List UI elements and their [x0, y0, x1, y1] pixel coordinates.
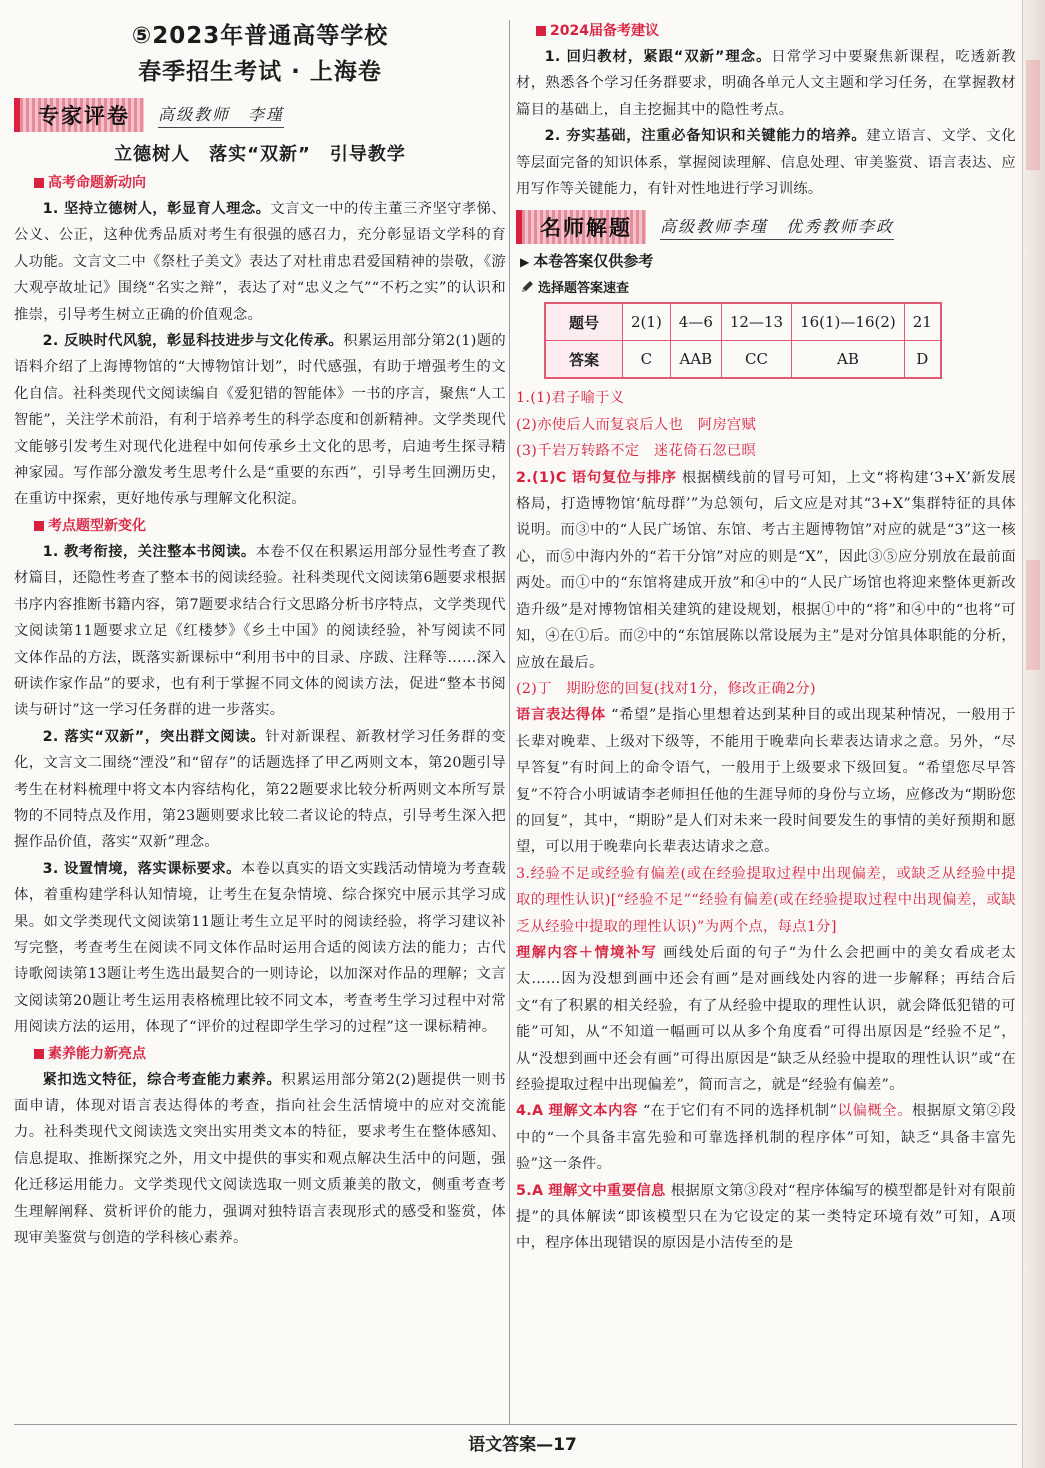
answer-error-type: 以偏概全。 — [837, 1103, 913, 1120]
answer-q4 — [516, 1098, 1016, 1177]
paper-title-line2: 春季招生考试 · 上海卷 — [138, 59, 382, 85]
paragraph — [14, 328, 506, 513]
paper-title-line1: ⑤2023年普通高等学校 — [131, 23, 389, 49]
paragraph-lead: 1. 回归教材，紧跟“双新”理念。 — [544, 49, 772, 65]
paragraph-lead: 3. 设置情境，落实课标要求。 — [42, 860, 241, 877]
answer-number: 4.A — [516, 1103, 544, 1120]
answer-explanation: 根据横线前的冒号可知，上文“将构建‘3+X’新发展格局，打造博物馆‘航母群’”为总领句，后文应是对其“3+X”集群特征的具体说明。而③中的“人民广场馆、东馆、考古主题博物馆”对应的就是“3”这一核心，而⑤中海内外的“若干分馆”对应的则是“X”，因此③⑤应分别放在最前面两处。而①中的“东馆将建成开放”和④中的“人民广场馆也将迎来整体更新改造升级”是对博物馆相关建筑的建设规划，根据①中的“将”和④中的“也将”可知，④在①后。而②中的“东馆展陈以常设展为主”是对分馆具体职能的分析，应放在最后。 — [516, 469, 1016, 671]
table-cell: 16(1)—16(2) — [792, 303, 905, 341]
teacher-solution-tag: 名师解题 — [516, 210, 646, 244]
paragraph — [14, 856, 506, 1041]
table-cell: 12—13 — [721, 303, 791, 341]
paragraph-text: 建立语言、文学、文化等层面完备的知识体系，掌握阅读理解、信息处理、审美鉴赏、语言表达、应用写作等关键能力，有针对性地进行学习训练。 — [516, 128, 1016, 198]
answer-q1-2: (2)亦使后人而复哀后人也 阿房宫赋 — [516, 416, 757, 433]
paragraph — [516, 123, 1016, 202]
answer-q3-explanation — [516, 940, 1016, 1098]
table-row — [545, 341, 941, 379]
answer-q3: 3.经验不足或经验有偏差(或在经验提取过程中出现偏差，或缺乏从经验中提取的理性认识)[“经验不足”“经验有偏差(或在经验提取过程中出现偏差，或缺乏从经验中提取的理性认识)”为两个点，每点1分] — [516, 865, 1016, 935]
paragraph-lead: 2. 反映时代风貌，彰显科技进步与文化传承。 — [42, 333, 344, 350]
quick-answer-heading — [520, 277, 1016, 296]
answer-number: 5.A — [516, 1182, 544, 1199]
review-subtitle: 立德树人 落实“双新” 引导教学 — [114, 144, 406, 165]
table-cell: 2(1) — [623, 303, 671, 341]
answer-tag: 语言表达得体 — [516, 707, 606, 724]
paragraph — [14, 724, 506, 856]
answer-tag: 理解内容＋情境补写 — [516, 944, 658, 961]
expert-review-banner — [14, 98, 506, 132]
section-heading-trends: 高考命题新动向 — [34, 172, 506, 194]
paragraph-text: 本卷不仅在积累运用部分显性考查了教材篇目，还隐性考查了整本书的阅读经验。社科类现代文阅读第6题要求根据书序内容推断书籍内容，第7题要求结合行文思路分析书序特点，文学类现代文阅读第11题要求立足《红楼梦》《乡土中国》的阅读经验，补写阅读不同文体作品的方法，既落实新课标中“利用书中的目录、序跋、注释等……深入研读作家作品”的要求，也有利于掌握不同文体的阅读方法，促进“整本书阅读与研讨”这一学习任务群的进一步落实。 — [14, 543, 506, 719]
right-column — [516, 0, 1016, 1257]
table-cell: AAB — [670, 341, 721, 379]
section-heading-highlights: 素养能力新亮点 — [34, 1043, 506, 1065]
section-heading-changes: 考点题型新变化 — [34, 515, 506, 537]
expert-review-tag: 专家评卷 — [14, 98, 144, 132]
table-cell: C — [623, 341, 671, 379]
table-cell: 4—6 — [670, 303, 721, 341]
paragraph-text: 积累运用部分第2(1)题的语料介绍了上海博物馆的“大博物馆计划”，时代感强，有助于增强考生的文化自信。社科类现代文阅读编自《爱犯错的智能体》一书的序言，聚焦“人工智能”，关注学术前沿，有利于培养考生的科学态度和创新精神。文学类现代文能够引发考生对现代化进程中如何传承乡土文化的思考，启迪考生探寻精神家园。写作部分激发考生思考什么是“重要的东西”，引导考生回溯历史，在重访中探索，更好地传承与理解文化积淀。 — [14, 333, 506, 508]
paragraph — [516, 44, 1016, 123]
teacher-solution-author: 高级教师李瑾 优秀教师李政 — [660, 214, 894, 240]
table-row — [545, 303, 941, 341]
teacher-solution-banner — [516, 210, 1016, 244]
page-footer: 语文答案—17 — [0, 1430, 1045, 1455]
table-row-label: 题号 — [545, 303, 623, 341]
table-cell: D — [904, 341, 941, 379]
left-column — [14, 0, 506, 1251]
pencil-icon — [520, 280, 534, 294]
expert-review-author: 高级教师 李瑾 — [158, 102, 284, 128]
paragraph — [14, 1067, 506, 1252]
answer-tag: 理解文中重要信息 — [548, 1182, 666, 1199]
answer-explanation: “希望”是指心里想着达到某种目的或出现某种情况，一般用于长辈对晚辈、上级对下级等，不能用于晚辈向长辈表达请求之意。另外，“尽早答复”有时间上的命令语气，一般用于上级要求下级回复。“希望您尽早答复”不符合小明诚请李老师担任他的生涯导师的身份与立场，应修改为“期盼您的回复”，其中，“期盼”是人们对未来一段时间要发生的事情的美好预期和愿望，可以用于晚辈向长辈表达请求之意。 — [516, 707, 1016, 856]
answer-tag: 语句复位与排序 — [571, 469, 677, 486]
answer-tag: 理解文本内容 — [548, 1103, 638, 1120]
answer-q1-3: (3)千岩万转路不定 迷花倚石忽已暝 — [516, 443, 757, 460]
paragraph-text: 积累运用部分第2(2)题提供一则书面申请，体现对语言表达得体的考查，指向社会生活情境中的应对交流能力。社科类现代文阅读选文突出实用类文本的特征，要求考生在整体感知、信息提取、推断探究之外，用文中提供的事实和观点解决生活中的问题，强化迁移运用能力。文学类现代文阅读选取一则文质兼美的散文，侧重考查考生理解阐释、赏析评价的能力，强调对独特语言表现形式的感受和鉴赏，体现审美鉴赏与创造的学科核心素养。 — [14, 1071, 506, 1247]
answer-q2-2-explanation — [516, 702, 1016, 860]
table-cell: AB — [792, 341, 905, 379]
section-heading-suggestions: 2024届备考建议 — [536, 20, 1016, 42]
table-row-label: 答案 — [545, 341, 623, 379]
paragraph-lead: 紧扣选文特征，综合考查能力素养。 — [42, 1071, 282, 1088]
paragraph-text: 文言文一中的传主董三齐坚守孝悌、公义、公正，这种优秀品质对考生有很强的感召力，充分彰显语文学科的育人功能。文言文二中《祭杜子美文》表达了对杜甫忠君爱国精神的崇敬，《游大观亭故址记》围绕“名实之辩”，表达了对“忠义之气”“不朽之实”的认识和推崇，引导考生树立正确的价值观念。 — [14, 201, 506, 323]
table-cell: 21 — [904, 303, 941, 341]
paragraph-text: 针对新课程、新教材学习任务群的变化，文言文二围绕“湮没”和“留存”的话题选择了甲乙两则文本，第20题引导考生在材料梳理中将文本内容结构化，第22题要求比较分析两则文本所写景物的不同特点及作用，第23题则要求比较二者议论的特点，引导考生深入把握作品价值，落实“双新”理念。 — [14, 728, 506, 851]
answer-explanation: “在于它们有不同的选择机制” — [643, 1103, 838, 1120]
answer-q2-2: (2)丁 期盼您的回复(找对1分，修改正确2分) — [516, 680, 816, 697]
answer-explanation: 根据原文第②段中的“一个具备丰富先验和可靠选择机制的程序体”可知，缺乏“具备丰富先验”这一条件。 — [516, 1103, 1016, 1173]
paragraph-text: 本卷以真实的语文实践活动情境为考查载体，着重构建学科认知情境，让考生在复杂情境、综合探究中展示其学习成果。如文学类现代文阅读第11题让考生立足平时的阅读经验，将学习建议补写完整，考查考生在阅读不同文体作品时运用合适的阅读方法的能力；古代诗歌阅读第13题让考生选出最契合的一则诗论，以加深对作品的理解；文言文阅读第20题让考生运用表格梳理比较不同文本，考查考生学习过程中对常用阅读方法的运用，体现了“评价的过程即学生学习的过程”这一课标精神。 — [14, 860, 507, 1036]
paragraph-text: 日常学习中要聚焦新课程，吃透新教材，熟悉各个学习任务群要求，明确各单元人文主题和学习任务，在掌握教材篇目的基础上，自主挖掘其中的隐性考点。 — [516, 49, 1016, 118]
paragraph-lead: 2. 夯实基础，注重必备知识和关键能力的培养。 — [544, 128, 867, 145]
answer-explanation: 画线处后面的句子“为什么会把画中的美女看成老太太……因为没想到画中还会有画”是对画线处内容的进一步解释；再结合后文“有了积累的相关经验，有了从经验中提取的理性认识，就会降低犯错的可能”可知，从“不知道一幅画可以从多个角度看”可得出原因是“经验不足”，从“没想到画中还会有画”可得出原因是“缺乏从经验中提取的理性认识”或“在经验提取过程中出现偏差”，简而言之，就是“经验有偏差”。 — [516, 944, 1016, 1093]
paragraph-lead: 1. 坚持立德树人，彰显育人理念。 — [42, 201, 271, 217]
answer-explanation: 根据原文第③段对“程序体编写的模型都是针对有限前提”的具体解读“即该模型只在为它设定的某一类特定环境有效”可知，A项中，程序体出现错误的原因是小洁传至的是 — [516, 1182, 1016, 1252]
column-divider — [509, 20, 510, 1425]
page-edge-tabs — [1022, 0, 1045, 1468]
reference-note: ▶ 本卷答案仅供参考 — [520, 250, 1016, 271]
paragraph — [14, 539, 506, 724]
answer-q1-1: 1.(1)君子喻于义 — [516, 390, 625, 407]
quick-answer-label: 选择题答案速查 — [538, 281, 630, 297]
answer-number: 2.(1)C — [516, 469, 567, 486]
table-cell: CC — [721, 341, 791, 379]
paragraph-lead: 2. 落实“双新”，突出群文阅读。 — [42, 728, 266, 745]
paragraph — [14, 196, 506, 328]
answer-q5 — [516, 1178, 1016, 1257]
answer-q2-1 — [516, 465, 1016, 676]
answer-table — [544, 302, 942, 379]
paragraph-lead: 1. 教考衔接，关注整本书阅读。 — [42, 543, 256, 560]
